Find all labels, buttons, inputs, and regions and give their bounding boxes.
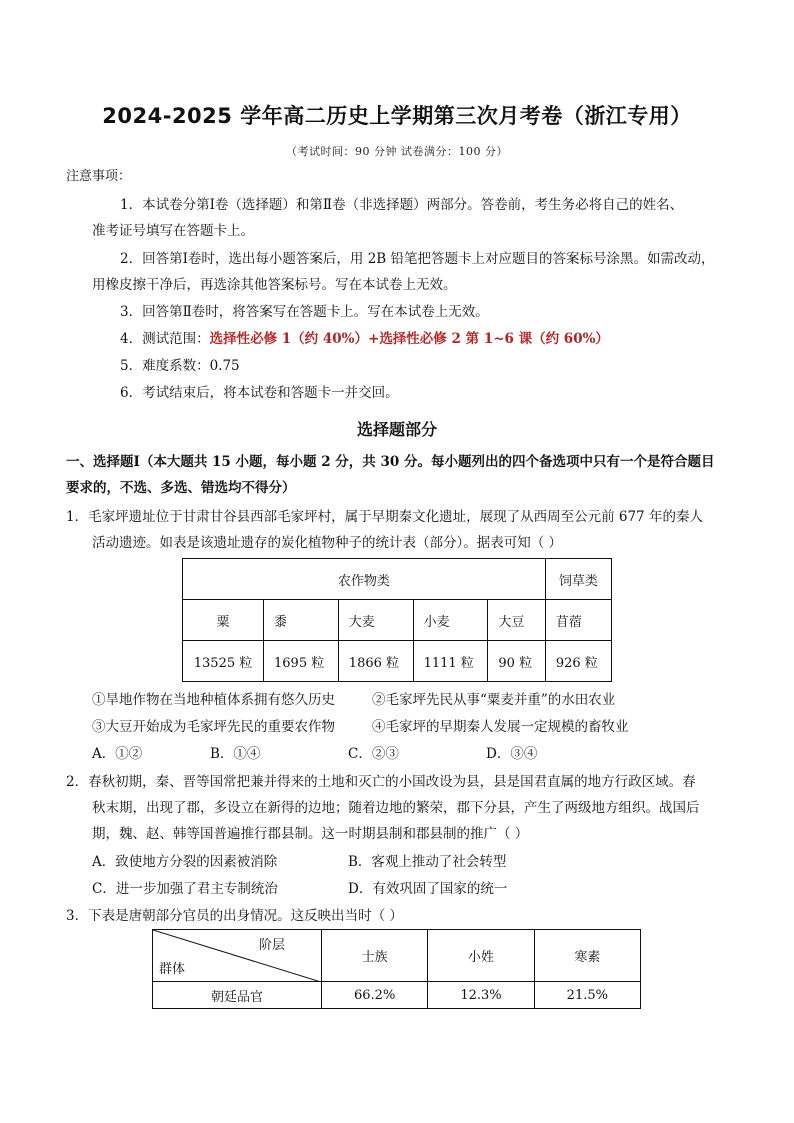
q1-count-cell: 1111 粒: [413, 641, 488, 682]
q1-statement-1: ①旱地作物在当地种植体系拥有悠久历史: [92, 692, 335, 708]
q1-crop-cell: 苜蓿: [545, 600, 611, 641]
q1-count-cell: 926 粒: [545, 641, 611, 682]
note-3: 3．回答第Ⅱ卷时，将答案写在答题卡上。写在本试卷上无效。: [120, 304, 489, 320]
q1-option-b: B．①④: [210, 746, 261, 762]
q3-col-header: 小姓: [428, 930, 534, 982]
q1-count-cell: 90 粒: [488, 641, 545, 682]
note-5: 5．难度系数：0.75: [120, 358, 240, 374]
q1-crop-cell: 粟: [183, 600, 264, 641]
q3-corner-bottom: 群体: [159, 962, 186, 977]
note-1-cont: 准考证号填写在答题卡上。: [92, 223, 254, 239]
q1-option-d: D．③④: [486, 746, 538, 762]
q1-count-cell: 1695 粒: [264, 641, 339, 682]
q1-stem: 1．毛家坪遗址位于甘肃甘谷县西部毛家坪村，属于早期秦文化遗址，展现了从西周至公元前 677 年的秦人: [66, 509, 703, 525]
q1-crop-cell: 黍: [264, 600, 339, 641]
notes-heading: 注意事项：: [66, 169, 132, 184]
note-4: [120, 330, 609, 348]
q2-option-c: C．进一步加强了君主专制统治: [92, 881, 278, 897]
q2-option-b: B．客观上推动了社会转型: [348, 854, 507, 870]
exam-info: （考试时间：90 分钟 试卷满分：100 分）: [286, 145, 508, 158]
q1-crop-cell: 大麦: [338, 600, 413, 641]
q3-col-header: 寒素: [534, 930, 640, 982]
q2-stem: 2．春秋初期，秦、晋等国常把兼并得来的土地和灭亡的小国改设为县，县是国君直属的地方行政区域。春: [66, 774, 696, 790]
q3-value-cell: 12.3%: [428, 982, 534, 1009]
q3-row-label: 朝廷品官: [153, 982, 322, 1009]
q1-count-cell: 13525 粒: [183, 641, 264, 682]
q1-stem-cont: 活动遗迹。如表是该遗址遗存的炭化植物种子的统计表（部分）。据表可知（ ）: [92, 535, 563, 551]
section-title: 选择题部分: [356, 420, 437, 439]
note-6: 6．考试结束后，将本试卷和答题卡一并交回。: [120, 385, 399, 401]
q1-crop-cell: 小麦: [413, 600, 488, 641]
q1-crop-cell: 大豆: [488, 600, 545, 641]
q3-stem: 3．下表是唐朝部分官员的出身情况。这反映出当时（ ）: [66, 908, 403, 924]
q2-option-a: A．致使地方分裂的因素被消除: [92, 854, 278, 870]
q3-corner-cell: [153, 930, 322, 982]
q3-value-cell: 66.2%: [322, 982, 428, 1009]
q1-option-a: A．①②: [92, 746, 143, 762]
test-range: 选择性必修 1（约 40%）+选择性必修 2 第 1~6 课（约 60%）: [209, 331, 609, 347]
q3-col-header: 士族: [322, 930, 428, 982]
note-4-label: 4．测试范围：: [120, 331, 210, 347]
page-title: 2024-2025 学年高二历史上学期第三次月考卷（浙江专用）: [102, 104, 692, 128]
q1-table: [182, 558, 612, 682]
q3-corner-top: 阶层: [258, 938, 285, 953]
part1-heading-cont: 要求的，不选、多选、错选均不得分）: [66, 480, 296, 496]
q2-stem-cont: 秋末期，出现了郡，多设立在新得的边地；随着边地的繁荣，郡下分县，产生了两级地方组织。战国后: [92, 800, 700, 816]
note-2-cont: 用橡皮擦干净后，再选涂其他答案标号。写在本试卷上无效。: [92, 277, 457, 293]
q3-value-cell: 21.5%: [534, 982, 640, 1009]
q2-option-d: D．有效巩固了国家的统一: [348, 881, 508, 897]
q1-count-cell: 1866 粒: [338, 641, 413, 682]
part1-heading: 一、选择题Ⅰ（本大题共 15 小题，每小题 2 分，共 30 分。每小题列出的四个备选项中只有一个是符合题目: [66, 454, 715, 470]
q3-table: [152, 929, 641, 1009]
q1-option-c: C．②③: [348, 746, 399, 762]
q1-statement-2: ②毛家坪先民从事“粟麦并重”的水田农业: [372, 692, 616, 708]
note-1: 1．本试卷分第Ⅰ卷（选择题）和第Ⅱ卷（非选择题）两部分。答卷前，考生务必将自己的姓名、: [120, 197, 684, 213]
note-2: 2．回答第Ⅰ卷时，选出每小题答案后，用 2B 铅笔把答题卡上对应题目的答案标号涂黑。如需改动，: [120, 251, 715, 267]
q1-statement-3: ③大豆开始成为毛家坪先民的重要农作物: [92, 719, 335, 735]
q2-stem-cont: 期，魏、赵、韩等国普遍推行郡县制。这一时期县制和郡县制的推广（ ）: [92, 826, 529, 842]
q1-group-forage: 饲草类: [545, 559, 611, 600]
q1-group-crops: 农作物类: [183, 559, 546, 600]
q1-statement-4: ④毛家坪的早期秦人发展一定规模的畜牧业: [372, 719, 629, 735]
